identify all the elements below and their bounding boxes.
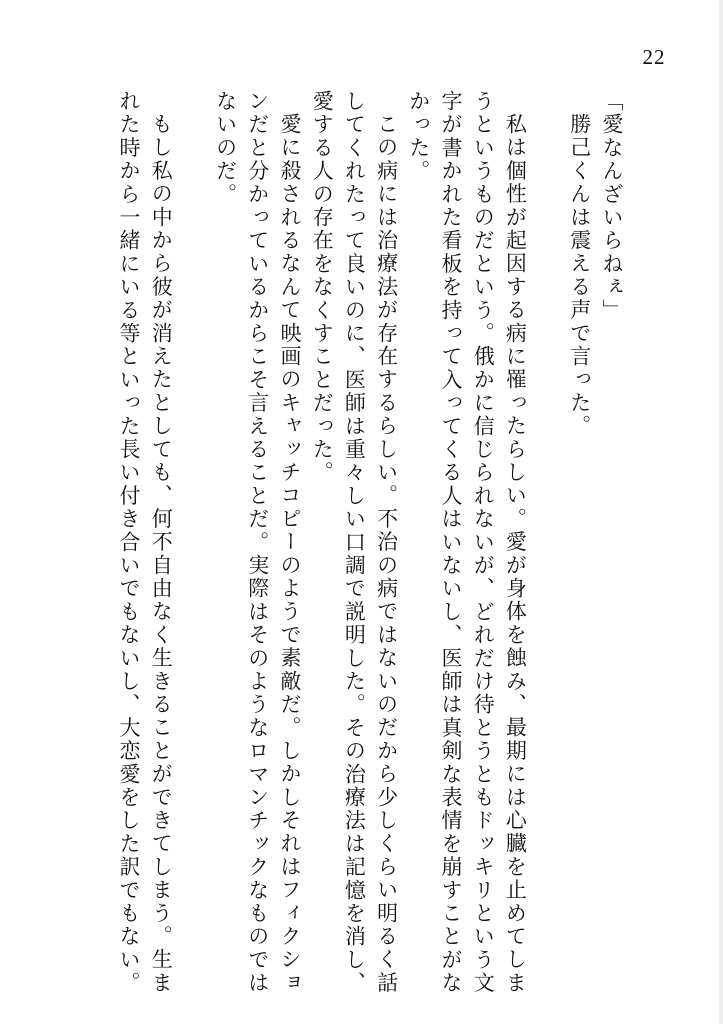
paragraph-gap <box>177 90 209 970</box>
text-line: この病には治療法が存在するらしい。不治の病ではないのだから少しくらい明るく話 <box>374 113 399 995</box>
vertical-text-body <box>113 90 628 995</box>
text-line: 私は個性が起因する病に罹ったらしい。愛が身体を蝕み、最期には心臓を止めてしま <box>503 113 528 995</box>
text-line: うというものだという。俄かに信じられないが、どれだけ待とうともドッキリという文 <box>471 90 496 995</box>
text-line: かった。 <box>406 90 431 183</box>
text-line: 愛する人の存在をなくすことだった。 <box>310 90 335 485</box>
text-line: もし私の中から彼が消えたとしても、何不自由なく生きることができてしまう。生ま <box>149 113 174 995</box>
text-line: 愛に殺されるなんて映画のキャッチコピーのようで素敵だ。しかしそれはフィクショ <box>277 113 302 995</box>
text-line: してくれたって良いのに、医師は重々しい口調で説明した。その治療法は記憶を消し、 <box>342 90 367 995</box>
page-number: 22 <box>642 45 666 69</box>
text-line: ないのだ。 <box>213 90 238 206</box>
text-line: れた時から一緒にいる等といった長い付き合いでもないし、大恋愛をした訳でもない。 <box>116 90 141 995</box>
text-line: 字が書かれた看板を持って入ってくる人はいないし、医師は真剣な表情を崩すことがな <box>439 90 463 995</box>
text-line: 「愛なんざいらねぇ」 <box>600 90 624 322</box>
text-line: ンだと分かっているからこそ言えることだ。実際はそのようなロマンチックなものでは <box>245 90 270 995</box>
page-edge <box>719 0 723 1024</box>
paragraph-gap <box>531 90 563 970</box>
text-line: 勝己くんは震える声で言った。 <box>567 113 592 438</box>
